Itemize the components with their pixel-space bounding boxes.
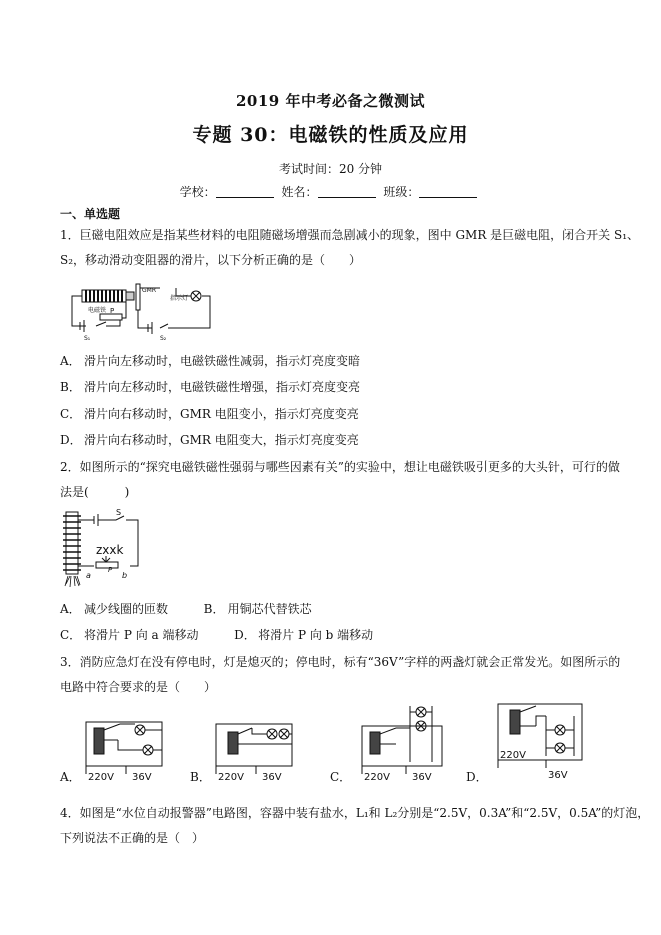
q3-b-label-220v: 220V	[218, 772, 244, 782]
q2-option-d-text: 将滑片 P 向 b 端移动	[258, 628, 374, 642]
q2-fig-label-s: S	[116, 508, 122, 517]
topic-title: 专题 30：电磁铁的性质及应用	[192, 124, 469, 146]
q2-stem-line2: 法是( )	[60, 485, 130, 499]
q3-b-label-36v: 36V	[262, 772, 282, 782]
q3-a-label-36v: 36V	[132, 772, 152, 782]
q1-option-a[interactable]	[60, 352, 360, 369]
q1-circuit-figure	[60, 278, 220, 342]
q2-option-d[interactable]	[234, 628, 373, 642]
q3-d-label-36v: 36V	[548, 770, 568, 781]
q2-option-b-text: 用铜芯代替铁芯	[227, 602, 312, 616]
name-blank	[318, 185, 376, 198]
q1-stem-line1: 1．巨磁电阻效应是指某些材料的电阻随磁场增强而急剧减小的现象，图中 GMR 是巨磁电阻，闭合开关 S₁、	[60, 228, 640, 242]
section-heading: 一、单选题	[60, 207, 121, 221]
q1-option-c-key: C．	[60, 407, 82, 421]
q1-option-c-text: 滑片向右移动时，GMR 电阻变小，指示灯亮度变亮	[84, 407, 359, 421]
q3-option-b-key[interactable]: B．	[190, 770, 211, 784]
q1-fig-label-p: P	[110, 307, 115, 315]
q1-fig-label-s1: S₁	[84, 335, 91, 342]
exam-series-title: 2019 年中考必备之微测试	[236, 92, 425, 110]
exam-time: 考试时间：20 分钟	[278, 162, 383, 176]
q1-option-d-key: D．	[60, 433, 82, 447]
q1-option-b-text: 滑片向左移动时，电磁铁磁性增强，指示灯亮度变亮	[84, 380, 361, 394]
q2-fig-label-a: a	[86, 571, 91, 580]
q2-stem-line1: 2．如图所示的“探究电磁铁磁性强弱与哪些因素有关”的实验中，想让电磁铁吸引更多的大头针，可行的做	[60, 460, 620, 474]
q2-option-c[interactable]	[60, 628, 199, 642]
q3-d-label-220v: 220V	[500, 750, 526, 761]
q2-option-c-key: C．	[60, 628, 82, 642]
q3-c-label-220v: 220V	[364, 772, 390, 782]
q2-options-row1	[60, 600, 312, 617]
school-label: 学校：	[179, 185, 216, 199]
q3-a-label-220v: 220V	[88, 772, 114, 782]
q3-option-d-key[interactable]: D．	[466, 770, 488, 784]
q3-option-a-key[interactable]: A．	[60, 770, 81, 784]
q3-figure-c	[352, 702, 452, 782]
q2-option-b-key: B．	[203, 602, 225, 616]
class-blank	[419, 185, 477, 198]
q3-figure-b	[206, 712, 300, 782]
q2-option-c-text: 将滑片 P 向 a 端移动	[84, 628, 199, 642]
student-info-line	[0, 183, 661, 200]
q2-fig-watermark: zxxk	[96, 543, 124, 557]
q1-fig-label-s2: S₂	[160, 335, 167, 342]
q2-option-a[interactable]	[60, 602, 168, 616]
q2-options-row2	[60, 626, 373, 643]
q2-fig-label-p: P	[108, 566, 113, 574]
q1-option-d[interactable]	[60, 431, 359, 448]
q2-circuit-figure	[60, 506, 160, 590]
q1-fig-label-gmr: GMR	[142, 287, 156, 294]
q3-figure-a	[76, 712, 170, 782]
q1-option-d-text: 滑片向右移动时，GMR 电阻变大，指示灯亮度变亮	[84, 433, 359, 447]
q1-option-a-key: A．	[60, 354, 81, 368]
q1-fig-label-electromagnet: 电磁铁	[88, 307, 107, 314]
q3-stem-line2: 电路中符合要求的是（ ）	[60, 680, 217, 694]
q2-option-b[interactable]	[204, 602, 312, 616]
q2-option-a-text: 减少线圈的匝数	[84, 602, 169, 616]
q2-option-a-key: A．	[60, 602, 81, 616]
class-label: 班级：	[383, 185, 420, 199]
q2-option-d-key: D．	[234, 628, 256, 642]
q1-option-c[interactable]	[60, 405, 359, 422]
q3-c-label-36v: 36V	[412, 772, 432, 782]
q1-fig-label-lamp: 指示灯	[170, 295, 189, 302]
school-blank	[216, 185, 274, 198]
q4-stem-line1: 4．如图是“水位自动报警器”电路图，容器中装有盐水，L₁和 L₂分别是“2.5V，0.3A”和“2.5V，0.5A”的灯泡，	[60, 806, 650, 820]
q1-stem-line2: S₂，移动滑动变阻器的滑片，以下分析正确的是（ ）	[60, 253, 362, 267]
q1-option-b[interactable]	[60, 378, 360, 395]
q4-stem-line2: 下列说法不正确的是（ ）	[60, 831, 205, 845]
q3-stem-line1: 3．消防应急灯在没有停电时，灯是熄灭的；停电时，标有“36V”字样的两盏灯就会正常发光。如图所示的	[60, 655, 621, 669]
q3-option-c-key[interactable]: C．	[330, 770, 352, 784]
q3-figure-d	[490, 696, 586, 782]
q1-option-b-key: B．	[60, 380, 81, 394]
q1-option-a-text: 滑片向左移动时，电磁铁磁性减弱，指示灯亮度变暗	[84, 354, 361, 368]
name-label: 姓名：	[281, 185, 318, 199]
q2-fig-label-b: b	[122, 571, 128, 580]
